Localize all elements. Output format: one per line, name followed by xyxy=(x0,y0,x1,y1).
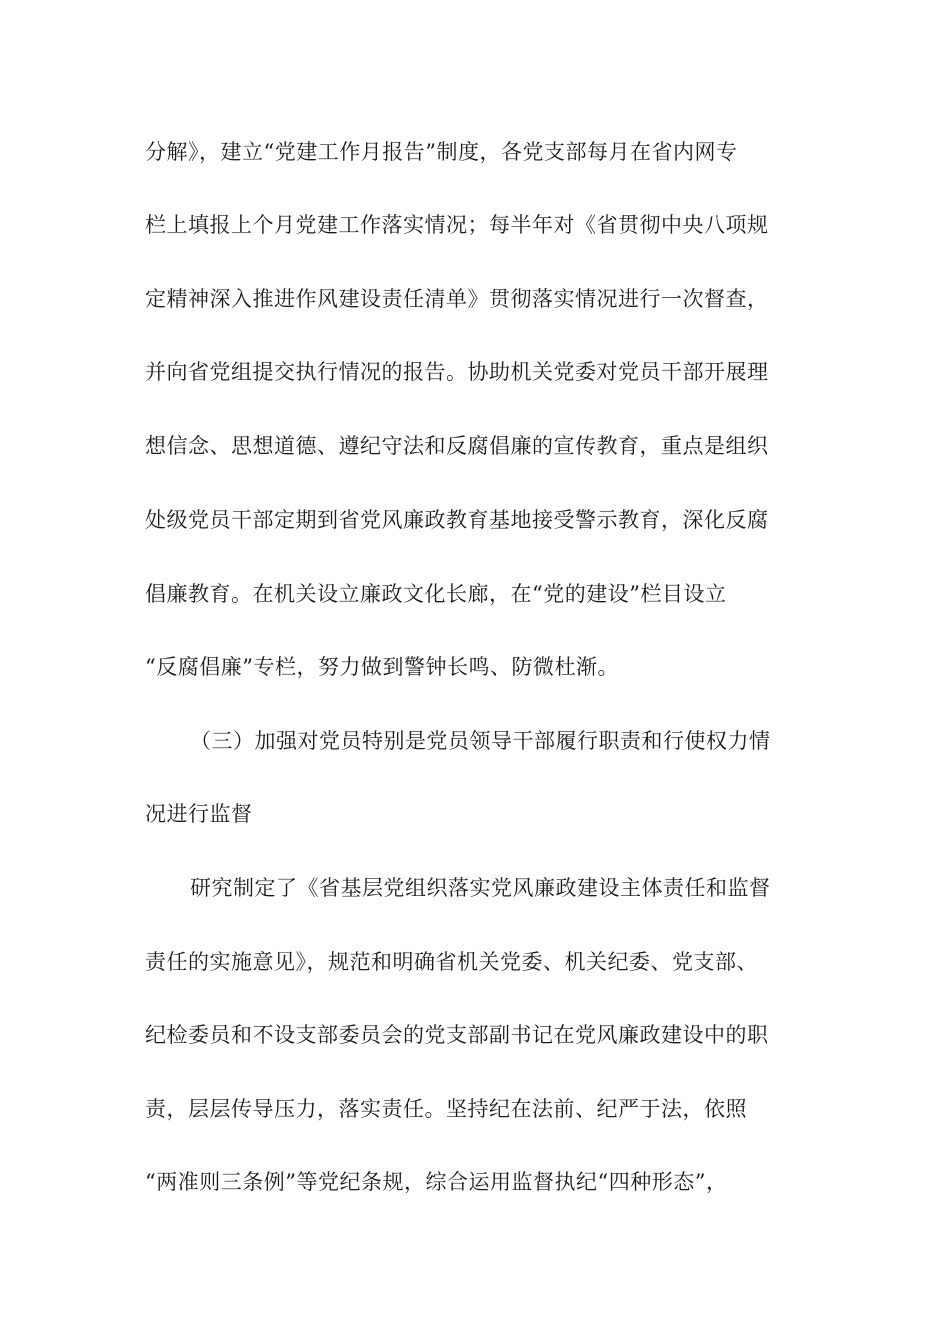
paragraph-line: 处级党员干部定期到省党风廉政教育基地接受警示教育，深化反腐 xyxy=(145,508,769,532)
paragraph-line: 责任的实施意见》，规范和明确省机关党委、机关纪委、党支部、 xyxy=(145,950,758,974)
section-heading-line: （三）加强对党员特别是党员领导干部履行职责和行使权力情 xyxy=(190,729,771,753)
paragraph-line: “反腐倡廉”专栏，努力做到警钟长鸣、防微杜渐。 xyxy=(145,655,619,679)
paragraph-line: 责，层层传导压力，落实责任。坚持纪在法前、纪严于法，依照 xyxy=(145,1097,747,1121)
paragraph-line: 定精神深入推进作风建设责任清单》贯彻落实情况进行一次督查， xyxy=(145,287,769,311)
paragraph-line: 倡廉教育。在机关设立廉政文化长廊，在“党的建设”栏目设立 xyxy=(145,582,727,606)
paragraph-line: 分解》，建立“党建工作月报告”制度，各党支部每月在省内网专 xyxy=(145,140,738,164)
paragraph-line: 想信念、思想道德、遵纪守法和反腐倡廉的宣传教育，重点是组织 xyxy=(145,434,769,458)
paragraph-line: 并向省党组提交执行情况的报告。协助机关党委对党员干部开展理 xyxy=(145,360,769,384)
paragraph-line: 研究制定了《省基层党组织落实党风廉政建设主体责任和监督 xyxy=(190,876,771,900)
paragraph-line: 纪检委员和不设支部委员会的党支部副书记在党风廉政建设中的职 xyxy=(145,1023,769,1047)
section-heading-line: 况进行监督 xyxy=(145,802,253,826)
paragraph-line: 栏上填报上个月党建工作落实情况；每半年对《省贯彻中央八项规 xyxy=(145,213,769,237)
paragraph-line: “两准则三条例”等党纪条规，综合运用监督执纪“四种形态”， xyxy=(145,1170,728,1194)
